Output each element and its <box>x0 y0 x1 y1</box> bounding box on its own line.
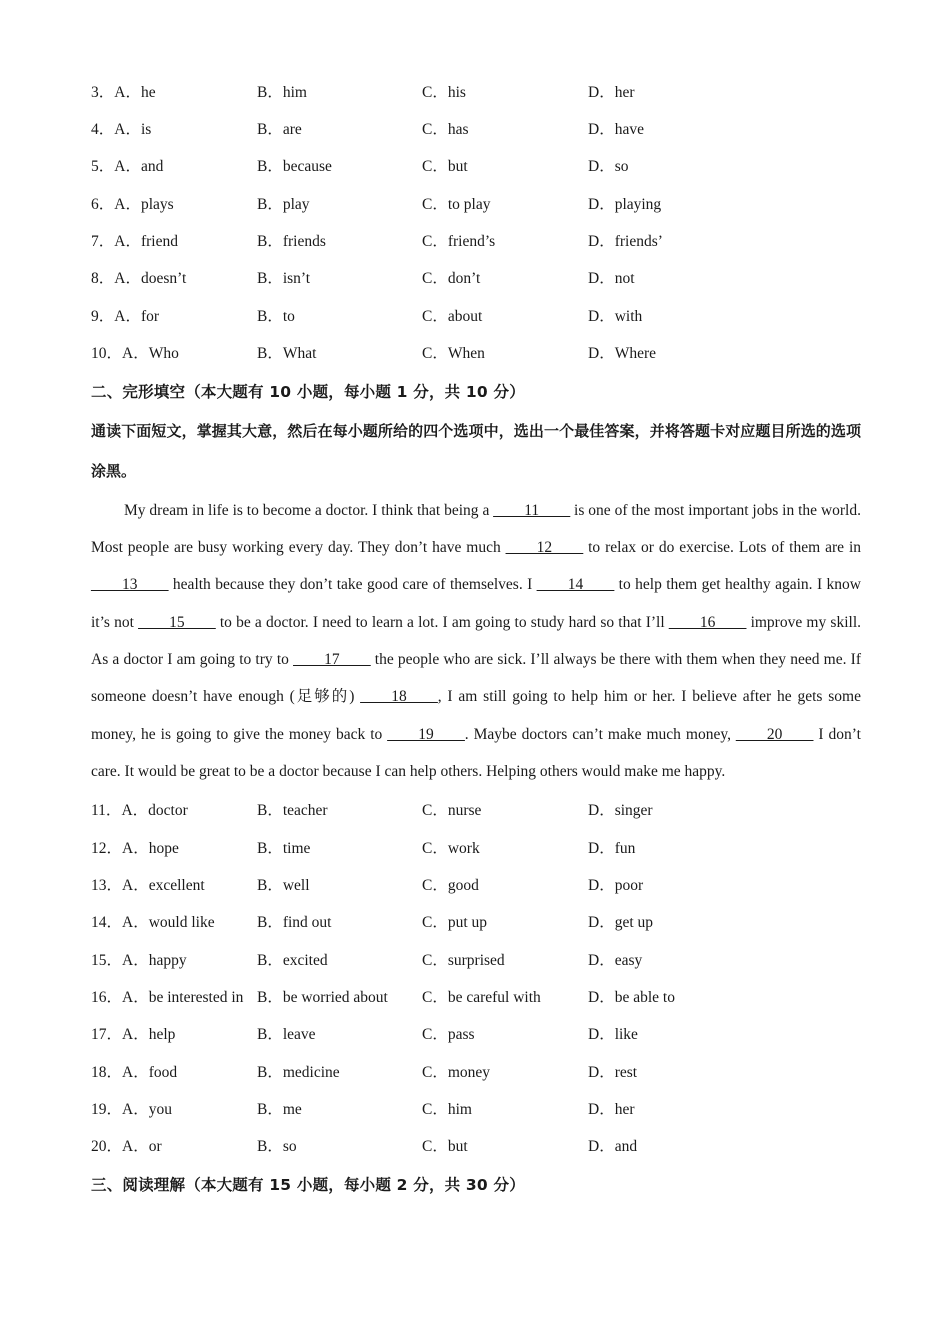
option-b: B．be worried about <box>257 988 388 1006</box>
option-a <box>91 836 179 858</box>
cloze-blank: ____19____ <box>387 725 465 743</box>
question-row <box>91 977 861 1014</box>
option-text: A．doesn’t <box>114 270 187 288</box>
question-row <box>91 791 861 828</box>
question-number: 19． <box>91 1100 123 1118</box>
option-a <box>91 798 188 820</box>
question-number: 15． <box>91 951 123 969</box>
option-text: A．friend <box>114 233 178 251</box>
option-c: C．don’t <box>422 270 481 288</box>
question-number: 20． <box>91 1138 123 1156</box>
option-text: A．he <box>114 83 156 101</box>
question-number: 3． <box>91 83 115 101</box>
option-a <box>91 304 159 326</box>
question-row <box>91 333 861 370</box>
option-a <box>91 1060 177 1082</box>
option-a <box>91 117 151 139</box>
option-b: B．because <box>257 158 332 176</box>
exam-page <box>91 72 861 1204</box>
option-a <box>91 948 187 970</box>
question-number: 4． <box>91 121 115 139</box>
option-text: A．help <box>122 1026 176 1044</box>
option-b: B．so <box>257 1138 297 1156</box>
question-number: 8． <box>91 270 115 288</box>
cloze-blank: ____16____ <box>668 613 747 631</box>
option-c: C．has <box>422 121 469 139</box>
question-row <box>91 828 861 865</box>
question-row <box>91 1015 861 1052</box>
option-d: D．be able to <box>588 988 675 1006</box>
option-text: A．or <box>122 1138 162 1156</box>
question-number: 6． <box>91 195 115 213</box>
option-text: A．hope <box>122 839 179 857</box>
option-text: A．and <box>114 158 164 176</box>
option-c: C．When <box>422 345 485 363</box>
option-c: C．friend’s <box>422 233 496 251</box>
option-a <box>91 873 205 895</box>
cloze-blank: ____15____ <box>138 613 216 631</box>
question-row <box>91 72 861 109</box>
option-c: C．money <box>422 1063 491 1081</box>
option-c: C．but <box>422 158 468 176</box>
section2-heading: 二、完形填空（本大题有 10 小题，每小题 1 分，共 10 分） <box>91 382 525 401</box>
section2-question-list <box>91 791 861 1164</box>
option-d: D．have <box>588 121 644 139</box>
option-b: B．him <box>257 83 307 101</box>
option-a <box>91 1097 172 1119</box>
option-a <box>91 1022 175 1044</box>
option-d: D．Where <box>588 345 656 363</box>
question-row <box>91 940 861 977</box>
cloze-blank: ____17____ <box>293 651 371 669</box>
cloze-blank: ____11____ <box>493 501 571 519</box>
option-b: B．find out <box>257 914 332 932</box>
passage-text: to help them get healthy again. I know it’s not <box>91 576 861 631</box>
option-d: D．poor <box>588 876 644 894</box>
question-number: 9． <box>91 307 115 325</box>
option-text: A．happy <box>122 951 187 969</box>
passage-text: I don’t care. It would be great to be a doctor because I can help others. Helping others would make me happy. <box>91 725 861 781</box>
question-number: 13． <box>91 876 123 894</box>
passage-text: improve my skill. As a doctor I am going to try to <box>91 613 861 669</box>
question-number: 12． <box>91 839 123 857</box>
cloze-blank: ____20____ <box>735 725 814 743</box>
option-d: D．fun <box>588 839 636 857</box>
option-d: D．and <box>588 1138 638 1156</box>
option-text: A．is <box>114 121 152 139</box>
question-number: 7． <box>91 233 115 251</box>
question-row <box>91 259 861 296</box>
cloze-blank: ____18____ <box>360 688 438 706</box>
option-d: D．like <box>588 1026 638 1044</box>
option-c: C．work <box>422 839 480 857</box>
option-d: D．with <box>588 307 643 325</box>
question-number: 18． <box>91 1063 123 1081</box>
option-text: A．for <box>114 307 160 325</box>
question-row <box>91 1127 861 1164</box>
option-b: B．play <box>257 195 310 213</box>
passage-text: . Maybe doctors can’t make much money, <box>464 725 736 743</box>
option-c: C．about <box>422 307 483 325</box>
question-row <box>91 903 861 940</box>
question-row <box>91 1052 861 1089</box>
option-a <box>91 341 179 363</box>
passage-text: the people who are sick. I’ll always be there with them when they need me. If someone doesn’t have enough (足够的) <box>91 651 861 706</box>
option-c: C．to play <box>422 195 491 213</box>
option-b: B．time <box>257 839 311 857</box>
passage-text: health because they don’t take good care of themselves. I <box>168 576 537 594</box>
question-number: 16． <box>91 988 123 1006</box>
option-c: C．good <box>422 876 479 894</box>
section2-instruction: 通读下面短文，掌握其大意，然后在每小题所给的四个选项中，选出一个最佳答案，并将答题卡对应题目所选的选项涂黑。 <box>91 421 861 480</box>
question-number: 10． <box>91 345 123 363</box>
passage-text: is one of the most important jobs in the world. Most people are busy working every day. They don’t have much <box>91 501 861 557</box>
passage-text: , I am still going to help him or her. I believe after he gets some money, he is going to give the money back to <box>91 688 861 743</box>
option-d: D．her <box>588 83 635 101</box>
option-d: D．playing <box>588 195 662 213</box>
option-c: C．put up <box>422 914 488 932</box>
question-row <box>91 221 861 258</box>
option-c: C．his <box>422 83 466 101</box>
option-d: D．singer <box>588 802 653 820</box>
option-c: C．pass <box>422 1026 475 1044</box>
option-b: B．well <box>257 876 310 894</box>
question-number: 5． <box>91 158 115 176</box>
option-a <box>91 910 215 932</box>
option-text: A．plays <box>114 195 174 213</box>
option-c: C．be careful with <box>422 988 541 1006</box>
question-row <box>91 109 861 146</box>
question-number: 14． <box>91 914 123 932</box>
option-b: B．isn’t <box>257 270 311 288</box>
passage-text: to be a doctor. I need to learn a lot. I am going to study hard so that I’ll <box>215 613 669 631</box>
option-d: D．her <box>588 1100 635 1118</box>
option-c: C．surprised <box>422 951 505 969</box>
question-row <box>91 296 861 333</box>
option-b: B．What <box>257 345 317 363</box>
option-text: A．excellent <box>122 876 205 894</box>
option-text: A．you <box>122 1100 172 1118</box>
option-text: A．be interested in <box>122 988 244 1006</box>
section1-question-list <box>91 72 861 371</box>
option-b: B．to <box>257 307 295 325</box>
option-text: A．Who <box>122 345 179 363</box>
question-number: 11． <box>91 802 122 820</box>
option-d: D．rest <box>588 1063 638 1081</box>
cloze-blank: ____12____ <box>505 539 584 557</box>
option-a <box>91 154 163 176</box>
option-d: D．so <box>588 158 629 176</box>
option-b: B．teacher <box>257 802 328 820</box>
option-text: A．food <box>122 1063 178 1081</box>
cloze-blank: ____14____ <box>536 576 615 594</box>
question-row <box>91 865 861 902</box>
option-c: C．but <box>422 1138 468 1156</box>
question-row <box>91 1089 861 1126</box>
option-c: C．him <box>422 1100 472 1118</box>
section3-heading: 三、阅读理解（本大题有 15 小题，每小题 2 分，共 30 分） <box>91 1175 525 1194</box>
passage-text: My dream in life is to become a doctor. I think that being a <box>124 501 494 519</box>
option-text: A．would like <box>122 914 215 932</box>
passage-text: to relax or do exercise. Lots of them are in <box>583 539 862 557</box>
option-d: D．friends’ <box>588 233 663 251</box>
option-b: B．excited <box>257 951 328 969</box>
option-a <box>91 266 186 288</box>
cloze-blank: ____13____ <box>91 576 169 594</box>
option-a <box>91 229 178 251</box>
question-row <box>91 147 861 184</box>
cloze-passage <box>91 492 861 791</box>
option-b: B．medicine <box>257 1063 340 1081</box>
option-text: A．doctor <box>121 802 188 820</box>
option-a <box>91 1134 162 1156</box>
option-a <box>91 985 243 1007</box>
option-b: B．are <box>257 121 302 139</box>
option-b: B．friends <box>257 233 326 251</box>
option-d: D．not <box>588 270 635 288</box>
option-a <box>91 80 156 102</box>
option-c: C．nurse <box>422 802 482 820</box>
option-b: B．leave <box>257 1026 316 1044</box>
question-number: 17． <box>91 1026 123 1044</box>
option-b: B．me <box>257 1100 302 1118</box>
option-d: D．easy <box>588 951 643 969</box>
option-a <box>91 192 174 214</box>
option-d: D．get up <box>588 914 654 932</box>
question-row <box>91 184 861 221</box>
